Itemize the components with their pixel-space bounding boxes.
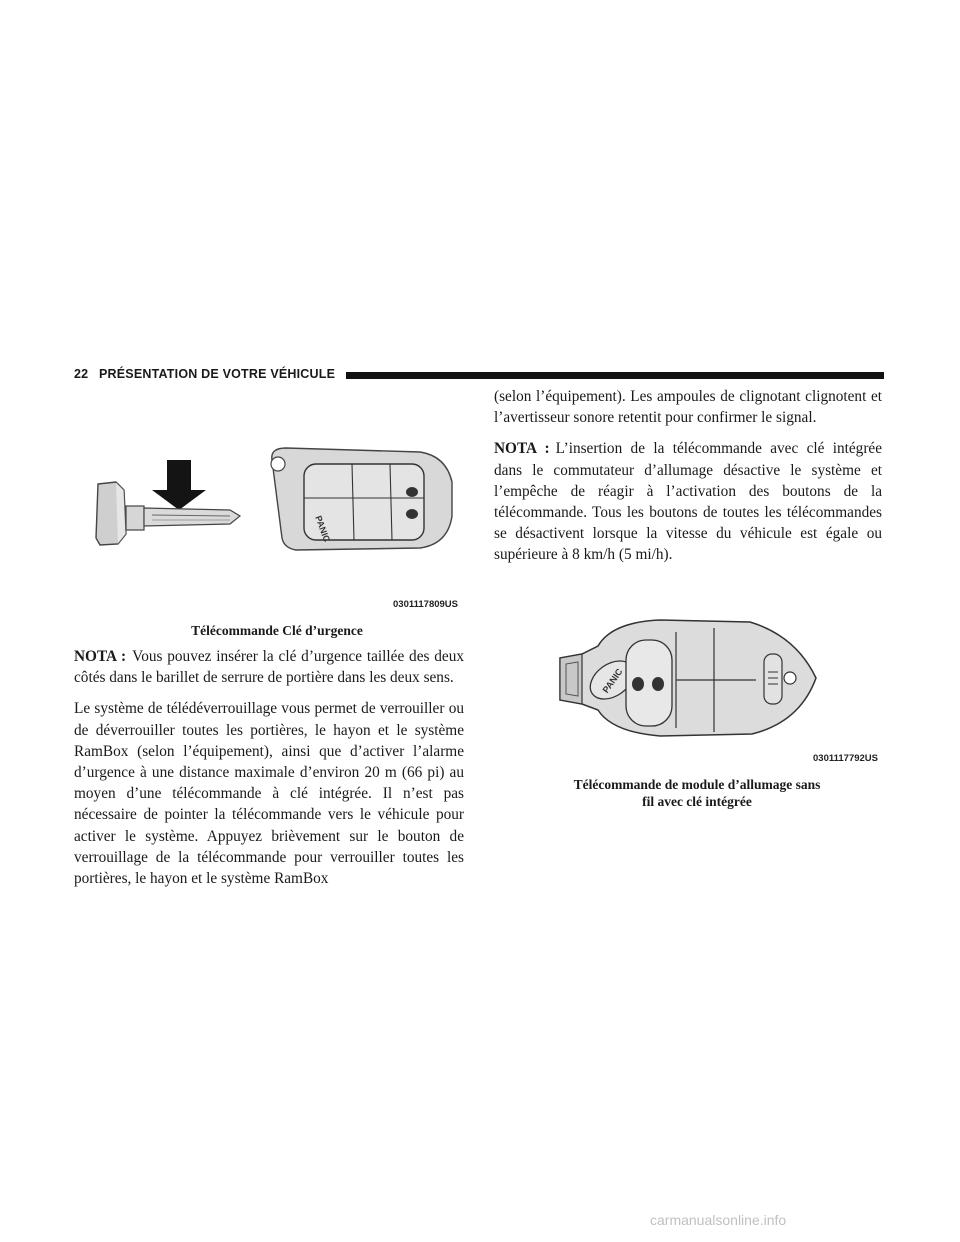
figure1-caption: Télécommande Clé d’urgence (191, 623, 363, 638)
nota-paragraph (494, 438, 882, 565)
figure-code: 0301117809US (393, 599, 458, 610)
panic-label: PANIC (600, 666, 625, 695)
caption-line: fil avec clé intégrée (642, 794, 752, 809)
nota-label: NOTA : (74, 648, 127, 665)
left-column (74, 646, 464, 899)
figure2-caption (512, 776, 882, 810)
nota-text: L’insertion de la télécommande avec clé intégrée dans le commutateur d’allumage désactive le système et l’empêche de réagir à l’activation des boutons de la télécommande. Tous les boutons de toutes les télécommandes se désactivent lorsque la vitesse du véhicule est égale ou supérieure à 8 km/h (5 mi/h). (494, 440, 882, 564)
nota-text: Vous pouvez insérer la clé d’urgence taillée des deux côtés dans le barillet de serrure de portière dans les deux sens. (74, 648, 464, 687)
nota-label: NOTA : (494, 440, 550, 458)
page-header (74, 366, 884, 386)
body-paragraph: Le système de télédéverrouillage vous permet de verrouiller ou de déverrouiller toutes les portières, le hayon et le système RamBox (selon l’équipement), ainsi que d’activer l’alarme d’urgence à une distance maximale d’environ 20 m (66 pi) au moyen d’une télécommande à clé intégrée. Il n’est pas nécessaire de pointer la télécommande vers le véhicule pour activer le système. Appuyez brièvement sur le bouton de verrouillage de la télécommande pour verrouiller toutes les portières, le hayon et le système RamBox (74, 700, 464, 888)
figure-emergency-key (90, 398, 464, 614)
down-arrow-icon (152, 460, 206, 510)
header-rule (346, 372, 884, 379)
continuation-paragraph: (selon l’équipement). Les ampoules de clignotant clignotent et l’avertisseur sonore retentit pour confirmer le signal. (494, 388, 882, 427)
nota-paragraph (74, 646, 464, 688)
ignition-fob-illustration (520, 592, 882, 768)
right-column (494, 386, 882, 576)
watermark: carmanualsonline.info (650, 1212, 787, 1228)
caption-line: Télécommande de module d’allumage sans (573, 777, 821, 792)
key-fob-icon (271, 448, 452, 550)
emergency-key-illustration (90, 398, 464, 614)
page-number: 22 (74, 367, 89, 381)
panic-label: PANIC (313, 514, 332, 544)
figure-ignition-fob (520, 592, 882, 768)
figure-code: 0301117792US (813, 753, 878, 764)
section-title: PRÉSENTATION DE VOTRE VÉHICULE (99, 367, 336, 381)
ignition-fob-icon (560, 620, 816, 736)
